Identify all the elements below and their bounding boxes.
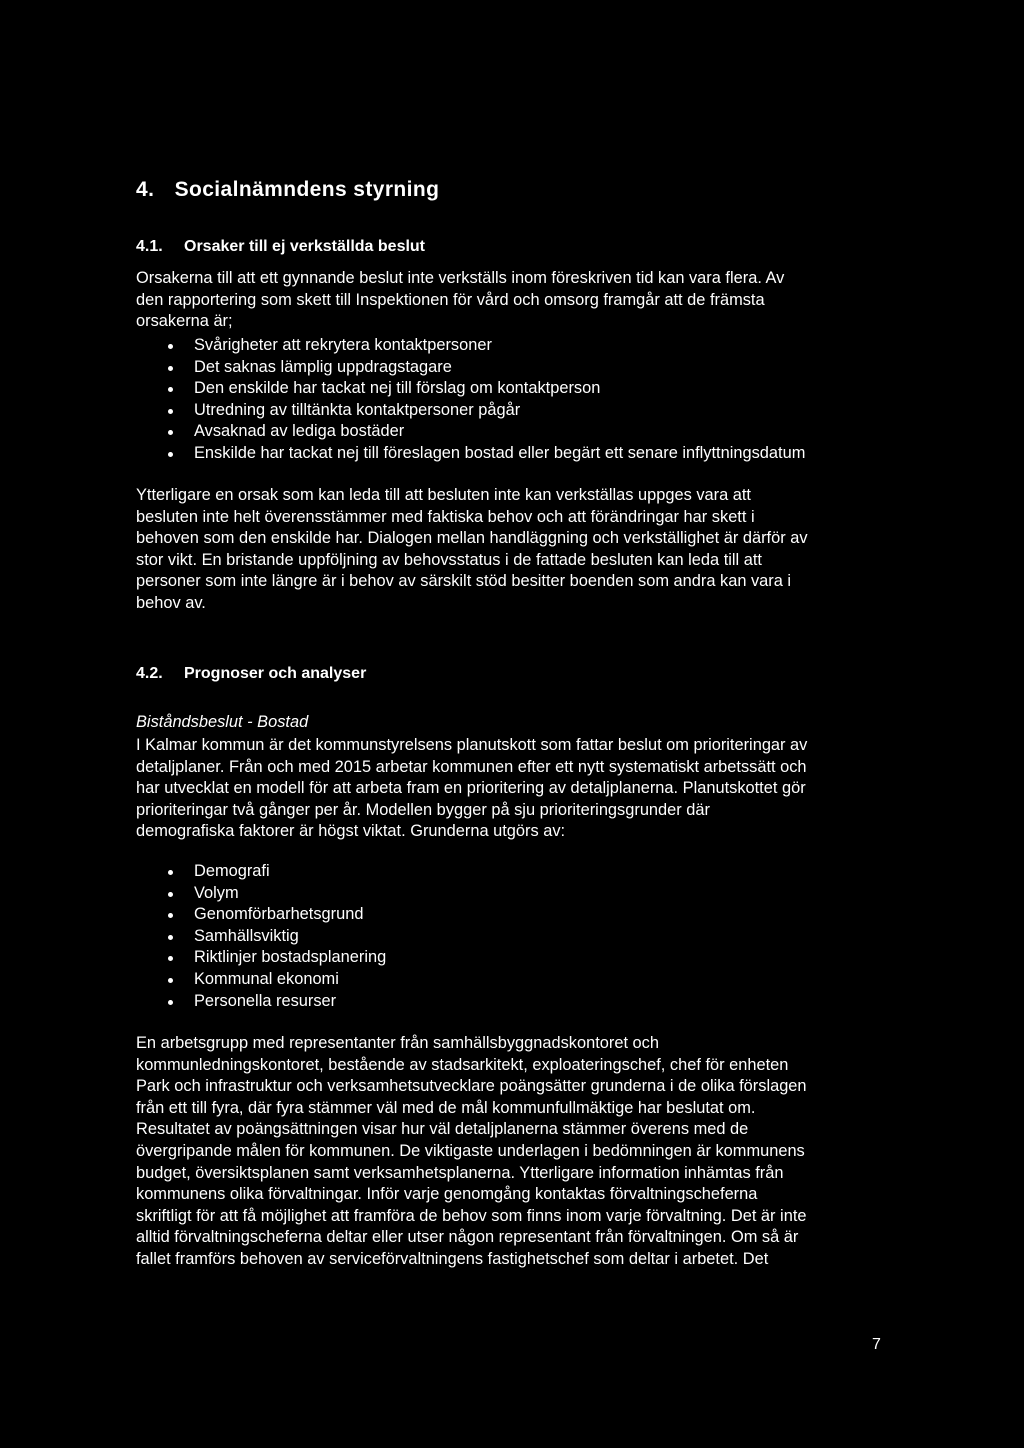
list-item: Demografi <box>136 861 896 883</box>
list-item: Svårigheter att rekrytera kontaktpersoner <box>136 335 896 357</box>
bullet-icon <box>168 1000 173 1005</box>
text-line: kommunledningskontoret, bestående av stadsarkitekt, exploateringschef, chef för enheten <box>136 1055 789 1074</box>
chapter-heading <box>136 178 439 202</box>
section-1-paragraph <box>136 485 896 615</box>
text-line: alltid förvaltningscheferna deltar eller utser någon representant från förvaltningen. Om så är <box>136 1228 799 1247</box>
text-line: prioriteringar två gånger per år. Modellen bygger på sju prioriteringsgrunder där <box>136 800 710 819</box>
text-line: demografiska faktorer är högst viktat. Grunderna utgörs av: <box>136 822 566 841</box>
text-line: den rapportering som skett till Inspektionen för vård och omsorg framgår att de främsta <box>136 290 765 309</box>
bullet-icon <box>168 452 173 457</box>
list-item: Personella resurser <box>136 991 896 1013</box>
text-line: En arbetsgrupp med representanter från samhällsbyggnadskontoret och <box>136 1034 659 1052</box>
bullet-icon <box>168 978 173 983</box>
bullet-icon <box>168 892 173 897</box>
section-number: 4.1. <box>136 238 163 255</box>
text-line: behov av. <box>136 593 206 612</box>
list-item: Volym <box>136 883 896 905</box>
text-line: från ett till fyra, där fyra stämmer väl med de mål kommunfullmäktige har beslutat om. <box>136 1098 756 1117</box>
list-item: Det saknas lämplig uppdragstagare <box>136 357 896 379</box>
section-2-intro <box>136 735 896 843</box>
text-line: behoven som den enskilde har. Dialogen mellan handläggning och verkställighet är därför av <box>136 529 808 548</box>
list-item: Genomförbarhetsgrund <box>136 904 896 926</box>
list-item: Avsaknad av lediga bostäder <box>136 421 896 443</box>
bullet-icon <box>168 430 173 435</box>
list-item: Samhällsviktig <box>136 926 896 948</box>
text-line: Orsakerna till att ett gynnande beslut inte verkställs inom föreskriven tid kan vara flera. Av <box>136 269 785 287</box>
bullet-icon <box>168 387 173 392</box>
text-line: stor vikt. En bristande uppföljning av behovsstatus i de fattade besluten kan leda till att <box>136 550 762 569</box>
text-line: detaljplaner. Från och med 2015 arbetar kommunen efter ett nytt systematiskt arbetssätt och <box>136 757 807 776</box>
text-line: Ytterligare en orsak som kan leda till att besluten inte kan verkställas uppges vara att <box>136 486 751 504</box>
bullet-icon <box>168 366 173 371</box>
section-1-intro <box>136 268 896 333</box>
text-line: övergripande målen för kommunen. De viktigaste underlagen i bedömningen är kommunens <box>136 1141 805 1160</box>
section-number: 4.2. <box>136 665 163 682</box>
list-item: Kommunal ekonomi <box>136 969 896 991</box>
chapter-title: Socialnämndens styrning <box>174 178 440 201</box>
list-item: Den enskilde har tackat nej till förslag om kontaktperson <box>136 378 896 400</box>
list-item: Enskilde har tackat nej till föreslagen bostad eller begärt ett senare inflyttningsdatum <box>136 443 896 465</box>
text-line: I Kalmar kommun är det kommunstyrelsens planutskott som fattar beslut om prioriteringar av <box>136 736 808 754</box>
text-line: Resultatet av poängsättningen visar hur väl detaljplanerna stämmer överens med de <box>136 1120 749 1139</box>
section-heading-4-2 <box>136 665 366 683</box>
section-title: Orsaker till ej verkställda beslut <box>184 238 426 255</box>
list-item: Riktlinjer bostadsplanering <box>136 947 896 969</box>
bullet-icon <box>168 913 173 918</box>
subheading: Biståndsbeslut - Bostad <box>136 713 309 731</box>
section-2-paragraph <box>136 1033 896 1271</box>
bullet-icon <box>168 409 173 414</box>
text-line: Park och infrastruktur och verksamhetsutvecklare poängsätter grunderna i de olika förslagen <box>136 1077 807 1096</box>
text-line: besluten inte helt överensstämmer med faktiska behov och att förändringar har skett i <box>136 507 755 526</box>
text-line: budget, översiktsplanen samt verksamhetsplanerna. Ytterligare information inhämtas från <box>136 1163 784 1182</box>
text-line: personer som inte längre är i behov av särskilt stöd besitter boenden som andra kan vara i <box>136 572 792 591</box>
section-title: Prognoser och analyser <box>184 665 367 682</box>
section-1-bullet-list <box>136 335 896 465</box>
text-line: orsakerna är; <box>136 312 233 331</box>
bullet-icon <box>168 344 173 349</box>
page-number: 7 <box>872 1336 881 1353</box>
bullet-icon <box>168 935 173 940</box>
text-line: har utvecklat en modell för att arbeta fram en prioritering av detaljplanerna. Planutskottet gör <box>136 779 806 798</box>
bullet-icon <box>168 956 173 961</box>
text-line: skriftligt för att få möjlighet att framföra de behov som finns inom varje förvaltning. Det är inte <box>136 1206 807 1225</box>
bullet-icon <box>168 870 173 875</box>
document-page <box>136 0 896 1448</box>
text-line: fallet framförs behoven av serviceförvaltningens fastighetschef som deltar i arbetet. Det <box>136 1249 769 1268</box>
text-line: kommunens olika förvaltningar. Inför varje genomgång kontaktas förvaltningscheferna <box>136 1185 758 1204</box>
section-2-bullet-list <box>136 861 896 1012</box>
chapter-number: 4. <box>136 178 155 201</box>
list-item: Utredning av tilltänkta kontaktpersoner pågår <box>136 400 896 422</box>
section-heading-4-1 <box>136 238 425 256</box>
